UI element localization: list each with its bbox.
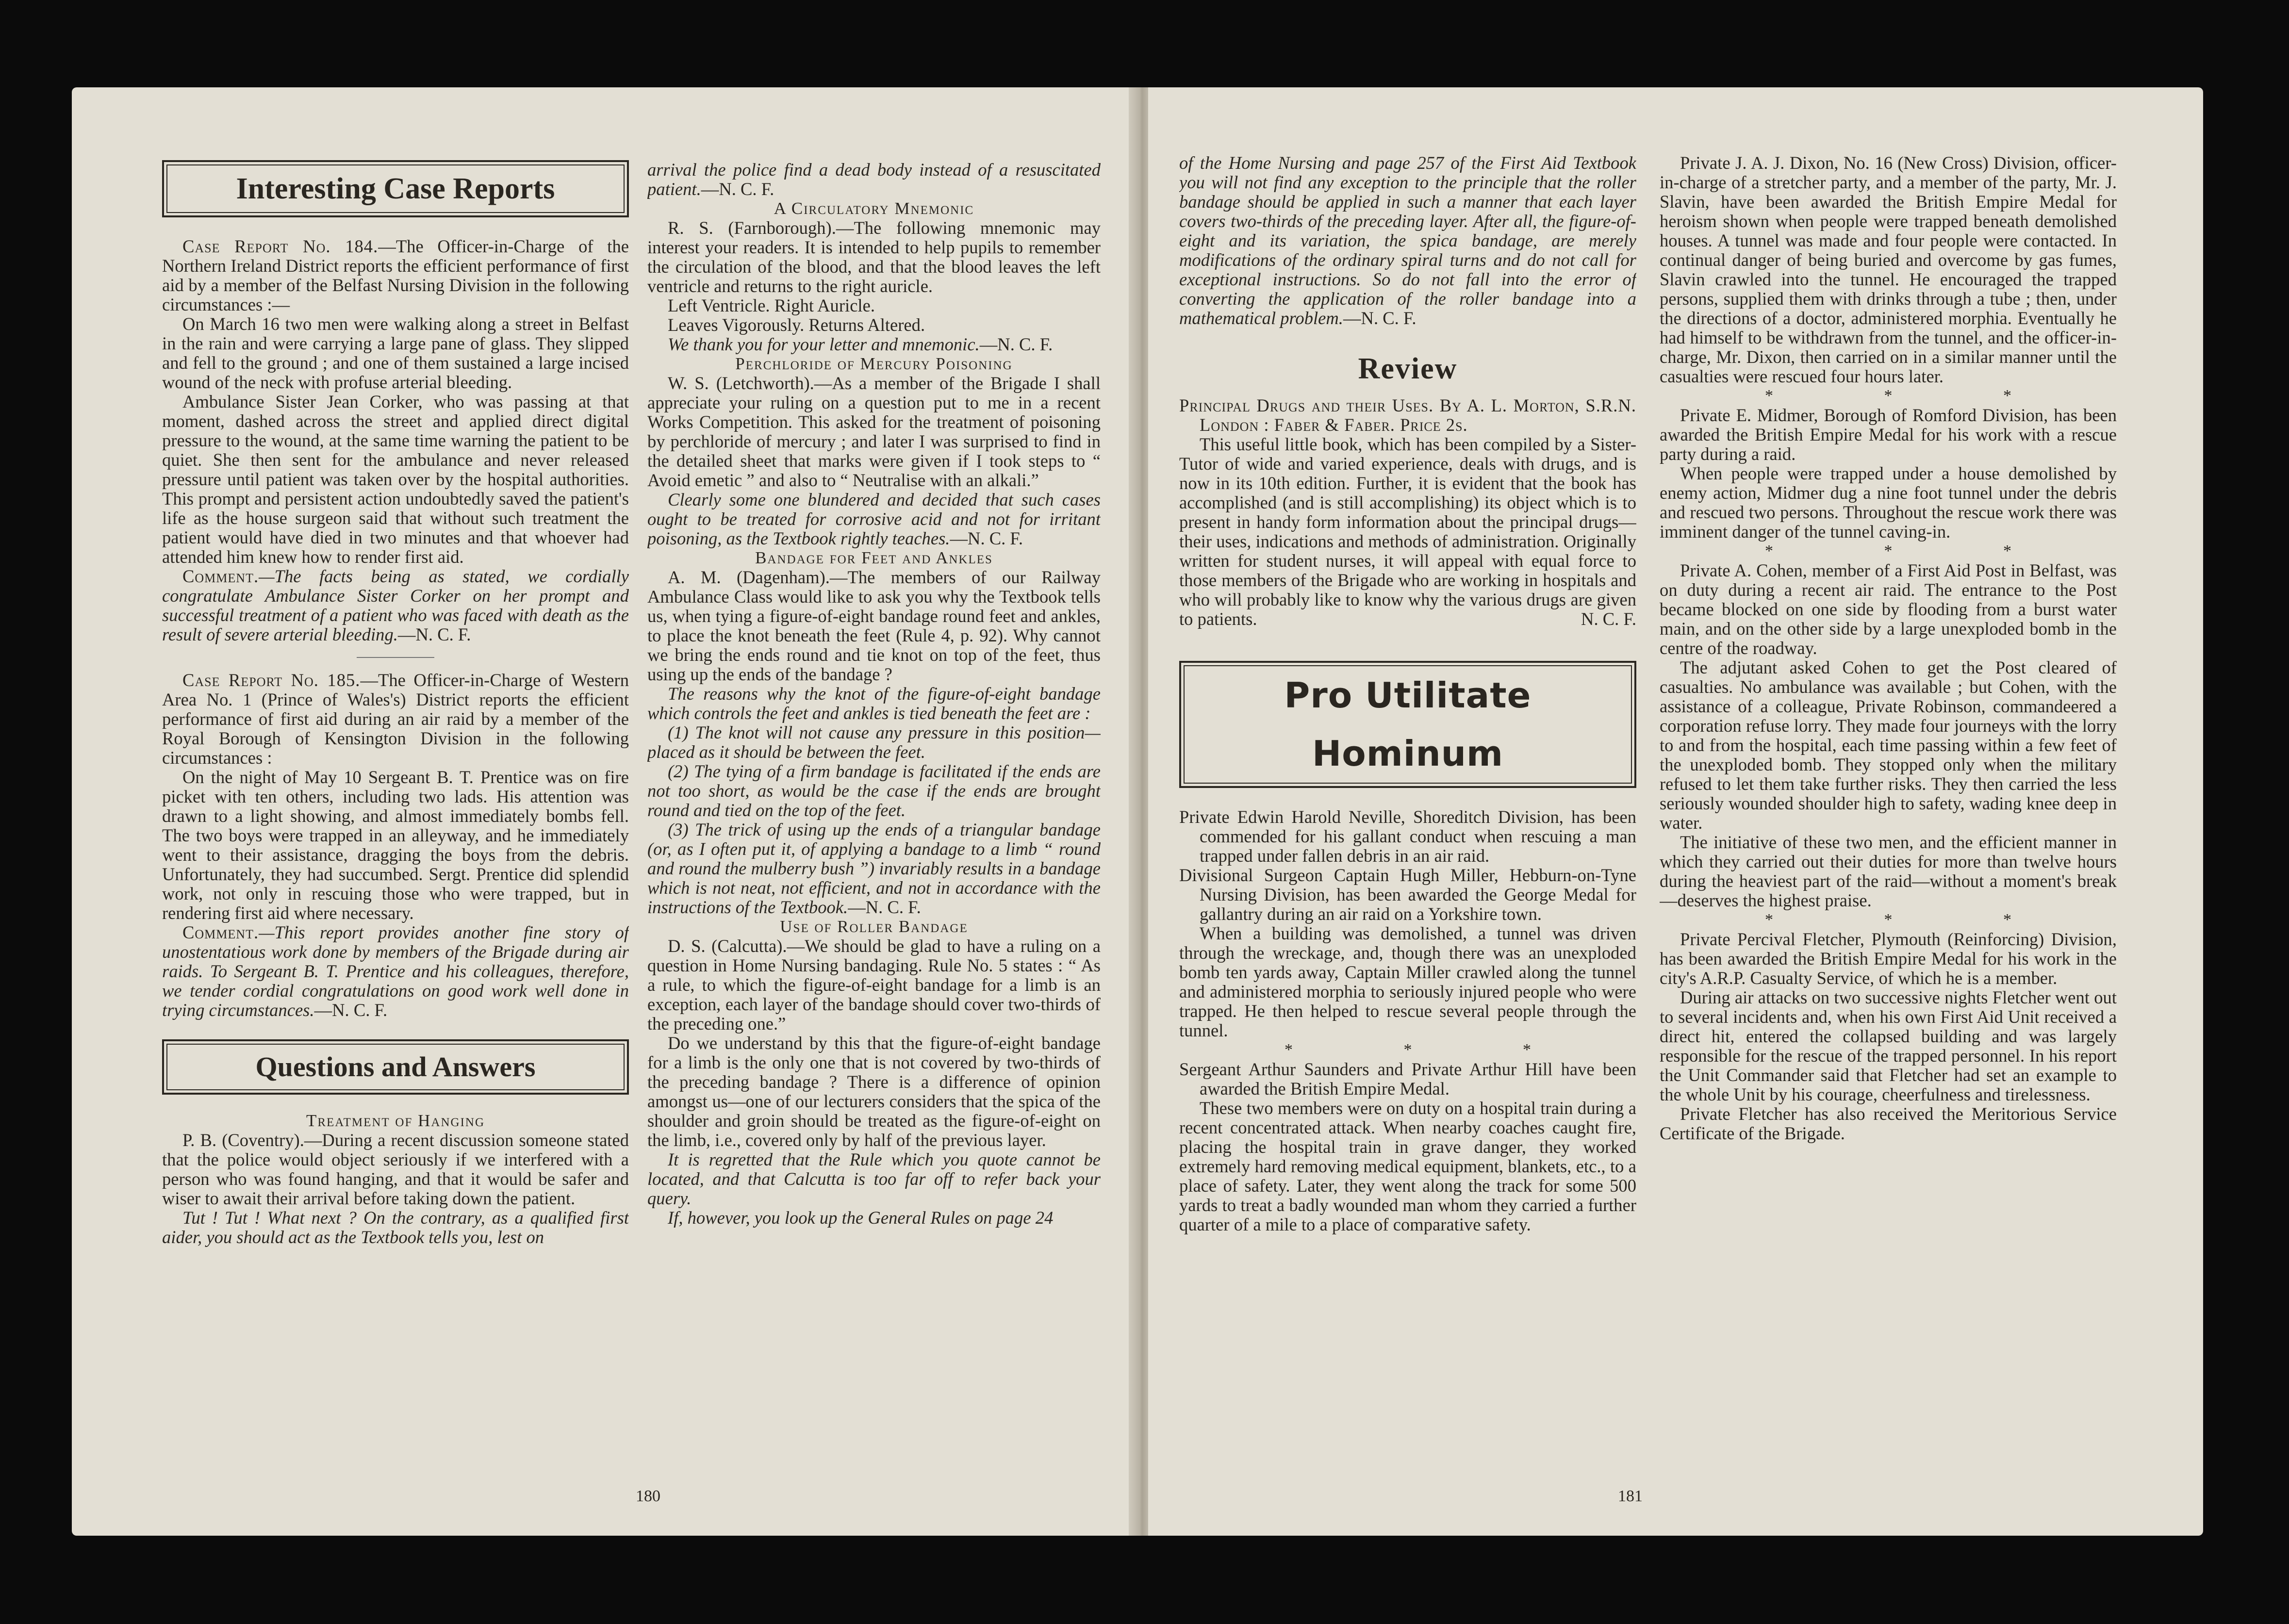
bandage-question: A. M. (Dagenham).—The members of our Railway Ambulance Class would like to ask you why the Textbook tells us, when tying a figure-of-eight bandage round feet and ankles, to place the knot beneath the feet (Rule 4, p. 92). Why cannot we bring the ends round and tie knot on top of the feet, thus using up the ends of the bandage ?: [647, 567, 1101, 684]
column-3: [1179, 153, 1636, 1483]
review-signature: N. C. F.: [1581, 609, 1636, 629]
award-miller: Divisional Surgeon Captain Hugh Miller, Hebburn-on-Tyne Nursing Division, has been awarded the George Medal for gallantry during an air raid on a Yorkshire town.: [1179, 865, 1636, 924]
roller-question: D. S. (Calcutta).—We should be glad to have a ruling on a question in Home Nursing bandaging. Rule No. 5 states : “ As a rule, to which the figure-of-eight bandage for a limb is an exception, each layer of the bandage should cover two-thirds of the preceding one.”: [647, 936, 1101, 1033]
bandage-reply-1: (1) The knot will not cause any pressure in this position—placed as it should be between the feet.: [647, 722, 1101, 762]
left-page: [72, 87, 1134, 1536]
award-fletcher: Private Percival Fletcher, Plymouth (Reinforcing) Division, has been awarded the British Empire Medal for his work in the city's A.R.P. Casualty Service, of which he is a member.: [1660, 929, 2117, 988]
qa-heading-box: [162, 1039, 629, 1095]
bandage-reply-intro: The reasons why the knot of the figure-of-eight bandage which controls the feet and ankles is tied beneath the feet are :: [647, 684, 1101, 723]
pro-utilitate-heading-box: [1179, 661, 1636, 788]
review-citation-block: [1179, 396, 1636, 435]
award-midmer: Private E. Midmer, Borough of Romford Division, has been awarded the British Empire Medal for his work with a rescue party during a raid.: [1660, 405, 2117, 464]
award-cohen-praise: The initiative of these two men, and the efficient manner in which they carried out their duties for more than twelve hours during the heaviest part of the raid—without a moment's break—deserves the highest praise.: [1660, 832, 2117, 910]
perchloride-question: W. S. (Letchworth).—As a member of the Brigade I shall appreciate your ruling on a question put to me in a recent Works Competition. This asked for the treatment of poisoning by perchloride of mercury ; and later I was surprised to find in the detailed sheet that marks were given if I took steps to “ Avoid emetic ” and also to “ Neutralise with an alkali.”: [647, 373, 1101, 490]
award-cohen: Private A. Cohen, member of a First Aid Post in Belfast, was on duty during a recent air raid. The entrance to the Post became blocked on one side by flooding from a burst water main, and on the other side by a large unexploded bomb in the centre of the roadway.: [1660, 560, 2117, 658]
award-cohen-detail: The adjutant asked Cohen to get the Post cleared of casualties. No ambulance was available ; but Cohen, with the assistance of a colleague, Private Robinson, commandeered a corporation refuse lorry. They made four journeys with the lorry to and from the hospital, each time passing within a few feet of the unexploded bomb. They stopped only when the military refused to let them take further risks. They then carried the less seriously wounded shoulder high to safety, wading knee deep in water.: [1660, 657, 2117, 833]
divider: [357, 657, 434, 658]
case-report-184-comment: Comment.—The facts being as stated, we cordially congratulate Ambulance Sister Corker on her prompt and successful treatment of a patient who was faced with death as the result of severe arterial bleeding.—N. C. F.: [162, 566, 629, 644]
column-4: [1660, 153, 2117, 1483]
award-entries: [1179, 807, 1636, 924]
roller-reply-2: If, however, you look up the General Rules on page 24: [668, 1208, 1054, 1228]
section-stars: * * *: [1765, 911, 2065, 929]
column-1: [162, 160, 629, 1480]
bandage-reply-2: (2) The tying of a firm bandage is facilitated if the ends are not too short, as would be the case if the ends are brought round and tied on the top of the feet.: [647, 761, 1101, 820]
subhead-perchloride: Perchloride of Mercury Poisoning: [735, 354, 1013, 373]
section-stars: * * *: [1765, 542, 2065, 560]
case-report-184-p3: Ambulance Sister Jean Corker, who was passing at that moment, dashed across the street and applied direct digital pressure to the wound, at the same time warning the patient to be quiet. She then sent for the ambulance and never released pressure until patient was taken over by the hospital authorities. This prompt and persistent action undoubtedly saved the patient's life as the house surgeon said that without such treatment the patient would have died in two minutes and that whoever had attended him knew how to render first aid.: [162, 392, 629, 567]
hanging-reply-continued: arrival the police find a dead body instead of a resuscitated patient.—N. C. F.: [647, 160, 1101, 199]
award-saunders-hill: Sergeant Arthur Saunders and Private Arthur Hill have been awarded the British Empire Medal.: [1179, 1059, 1636, 1099]
subhead-hanging: Treatment of Hanging: [306, 1111, 485, 1130]
mnemonic-question: R. S. (Farnborough).—The following mnemonic may interest your readers. It is intended to help pupils to remember the circulation of the blood, and that the blood leaves the left ventricle and returns to the right auricle.: [647, 218, 1101, 296]
case-reports-heading: Interesting Case Reports: [166, 164, 625, 213]
award-saunders-hill-detail: These two members were on duty on a hospital train during a recent concentrated attack. When nearby coaches caught fire, placing the hospital train in grave danger, they worked extremely hard removing medical equipment, blankets, etc., to a place of safety. Later, they went along the track for some 500 yards to treat a badly wounded man whom they carried a further quarter of a mile to a place of comparative safety.: [1179, 1098, 1636, 1234]
hanging-question: P. B. (Coventry).—During a recent discussion someone stated that the police would object seriously if we interfered with a person who was found hanging, and that it would be safer and wiser to await their arrival before taking down the patient.: [162, 1130, 629, 1208]
review-body: This useful little book, which has been compiled by a Sister-Tutor of wide and varied experience, deals with drugs, and is now in its 10th edition. Further, it is evident that the book has accomplished (and is still accomplishing) its object which is to present in handy form information about the principal drugs—their uses, indications and methods of administration. Originally written for student nurses, it will appeal with equal force to those members of the Brigade who are working in hospitals and who will probably like to know why the various drugs are given to patients.: [1179, 434, 1636, 629]
section-stars: * * *: [1284, 1041, 1584, 1059]
award-fletcher-certificate: Private Fletcher has also received the Meritorious Service Certificate of the Brigade.: [1660, 1104, 2117, 1143]
column-2: [647, 160, 1101, 1480]
review-heading: Review: [1358, 352, 1458, 385]
case-reports-heading-box: [162, 160, 629, 217]
mnemonic-line-1: Left Ventricle. Right Auricle.: [668, 295, 875, 315]
award-midmer-detail: When people were trapped under a house demolished by enemy action, Midmer dug a nine foot tunnel under the debris and rescued two persons. Throughout the rescue work there was imminent danger of the tunnel caving-in.: [1660, 463, 2117, 541]
page-number-left: 180: [636, 1487, 660, 1505]
roller-reply-continued: of the Home Nursing and page 257 of the First Aid Textbook you will not find any exception to the principle that the roller bandage should be applied in such a manner that each layer covers two-thirds of the preceding layer. After all, the figure-of-eight and its variation, the spica bandage, are merely modifications of the ordinary spiral turns and do not call for exceptional instructions. So do not fall into the error of converting the application of the roller bandage into a mathematical problem.—N. C. F.: [1179, 153, 1636, 328]
case-report-185-intro: Case Report No. 185.—The Officer-in-Charge of Western Area No. 1 (Prince of Wales's) District reports the efficient performance of first aid during an air raid by a member of the Royal Borough of Kensington Division in the following circumstances :: [162, 670, 629, 768]
pro-utilitate-heading: Pro Utilitate Hominum: [1184, 665, 1632, 784]
award-dixon-slavin: Private J. A. J. Dixon, No. 16 (New Cross) Division, officer-in-charge of a stretcher party, and a member of the party, Mr. J. Slavin, have been awarded the British Empire Medal for heroism shown when people were trapped beneath demolished houses. A tunnel was made and four people were contacted. In continual danger of being buried and overcome by gas fumes, Slavin crawled into the tunnel. He encouraged the trapped persons, supplied them with drinks through a tube ; then, under the directions of a doctor, administered morphia. Eventually he had himself to be withdrawn from the tunnel, and the officer-in-charge, Mr. Dixon, then carried on in a similar manner until the casualties were rescued four hours later.: [1660, 153, 2117, 386]
bandage-reply-3: (3) The trick of using up the ends of a triangular bandage (or, as I often put it, of applying a bandage to a limb “ round and round the mulberry bush ”) invariably results in a bandage which is not neat, not efficient, and not in accordance with the instructions of the Textbook.—N. C. F.: [647, 820, 1101, 917]
roller-question-2: Do we understand by this that the figure-of-eight bandage for a limb is the only one that is not covered by two-thirds of the preceding bandage ? There is a difference of opinion amongst us—one of our lecturers considers that the spica of the shoulder and groin should be treated as the figure-of-eight on the limb, i.e., covered only by half of the previous layer.: [647, 1033, 1101, 1150]
mnemonic-line-2: Leaves Vigorously. Returns Altered.: [668, 315, 925, 335]
case-report-185-p2: On the night of May 10 Sergeant B. T. Prentice was on fire picket with ten others, including two lads. His attention was drawn to a light showing, and almost immediately bombs fell. The two boys were trapped in an alleyway, and he immediately went to their assistance, dragging the boys from the debris. Unfortunately, they had succumbed. Sergt. Prentice did splendid work, not only in rescuing those who were trapped, but in rendering first aid where necessary.: [162, 767, 629, 923]
award-entries-2: [1179, 1060, 1636, 1099]
case-report-184-intro: Case Report No. 184.—The Officer-in-Charge of the Northern Ireland District reports the efficient performance of first aid by a member of the Belfast Nursing Division in the following circumstances :—: [162, 236, 629, 314]
subhead-bandage: Bandage for Feet and Ankles: [755, 548, 993, 567]
review-citation: Principal Drugs and their Uses. By A. L. Morton, S.R.N. London : Faber & Faber. Price 2s.: [1179, 395, 1636, 435]
qa-heading: Questions and Answers: [166, 1044, 625, 1090]
subhead-roller: Use of Roller Bandage: [780, 917, 968, 936]
subhead-mnemonic: A Circulatory Mnemonic: [774, 199, 974, 218]
case-report-185-comment: Comment.—This report provides another fine story of unostentatious work done by members of the Brigade during air raids. To Sergeant B. T. Prentice and his colleagues, therefore, we tender cordial congratulations on good work well done in trying circumstances.—N. C. F.: [162, 922, 629, 1020]
award-miller-detail: When a building was demolished, a tunnel was driven through the wreckage, and, though there was an unexploded bomb ten yards away, Captain Miller crawled along the tunnel and administered morphia to seriously injured people who were trapped. He then helped to rescue several people through the tunnel.: [1179, 923, 1636, 1040]
roller-reply-1: It is regretted that the Rule which you quote cannot be located, and that Calcutta is too far off to refer back your query.: [647, 1149, 1101, 1208]
perchloride-reply: Clearly some one blundered and decided that such cases ought to be treated for corrosive acid and not for irritant poisoning, as the Textbook rightly teaches.—N. C. F.: [647, 490, 1101, 548]
award-neville: Private Edwin Harold Neville, Shoreditch Division, has been commended for his gallant conduct when rescuing a man trapped under fallen debris in an air raid.: [1179, 807, 1636, 866]
mnemonic-reply: We thank you for your letter and mnemonic.—N. C. F.: [668, 334, 1053, 354]
right-page: [1148, 87, 2203, 1536]
page-number-right: 181: [1618, 1487, 1643, 1505]
hanging-reply: Tut ! Tut ! What next ? On the contrary, as a qualified first aider, you should act as the Textbook tells you, lest on: [162, 1208, 629, 1247]
section-stars: * * *: [1765, 387, 2065, 405]
award-fletcher-detail: During air attacks on two successive nights Fletcher went out to several incidents and, when his own First Aid Unit received a direct hit, entered the collapsed building and was largely responsible for the rescue of the trapped personnel. In his report the Unit Commander said that Fletcher had set an example to the whole Unit by his courage, cheerfulness and tirelessness.: [1660, 987, 2117, 1104]
case-report-184-p2: On March 16 two men were walking along a street in Belfast in the rain and were carrying a large pane of glass. They slipped and fell to the ground ; and one of them sustained a large incised wound of the neck with profuse arterial bleeding.: [162, 314, 629, 392]
